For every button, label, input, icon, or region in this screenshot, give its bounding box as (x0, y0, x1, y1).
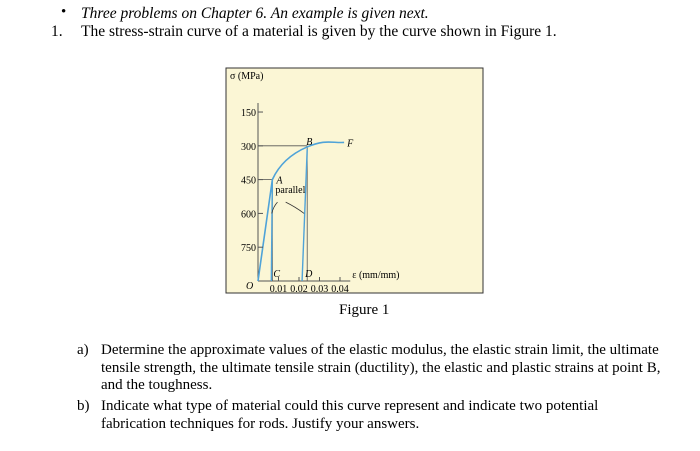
y-tick-label: 450 (241, 175, 256, 187)
problem-number: 1. (51, 23, 63, 40)
x-tick-label: 0.03 (310, 284, 329, 295)
intro-text: Three problems on Chapter 6. An example is given next. (81, 5, 429, 22)
figure-background (226, 68, 483, 293)
question-a-label: a) (77, 342, 89, 358)
x-tick-label: 0.01 (269, 284, 288, 295)
parallel-annotation: parallel (275, 185, 306, 197)
y-tick-label: 750 (241, 243, 256, 255)
y-tick-label: 600 (241, 209, 256, 221)
question-b-label: b) (77, 398, 90, 414)
label-D: D (305, 269, 313, 280)
x-axis-title: ε (mm/mm) (352, 270, 400, 281)
question-a-text: Determine the approximate values of the elastic modulus, the elastic strain limit, the ultimate tensile strength, the ultimate tensile strain (ductility), the elastic and plastic strains at point B, and the toughness. (101, 342, 661, 393)
label-C: C (273, 269, 280, 280)
y-axis-title: σ (MPa) (230, 71, 264, 82)
problem-text: The stress-strain curve of a material is given by the curve shown in Figure 1. (81, 23, 557, 40)
label-A: A (276, 175, 283, 187)
x-tick-label: 0.04 (331, 284, 349, 295)
label-F: F (347, 138, 354, 150)
label-B: B (306, 137, 313, 149)
x-tick-label: 0.02 (290, 284, 308, 295)
y-tick-label: 150 (241, 108, 256, 120)
figure-caption: Figure 1 (339, 302, 390, 318)
label-origin: O (246, 281, 254, 292)
question-b-text: Indicate what type of material could this curve represent and indicate two potential fabrication techniques for rods. Justify your answers. (101, 398, 599, 432)
y-tick-label: 300 (241, 141, 256, 153)
bullet: • (61, 4, 67, 20)
